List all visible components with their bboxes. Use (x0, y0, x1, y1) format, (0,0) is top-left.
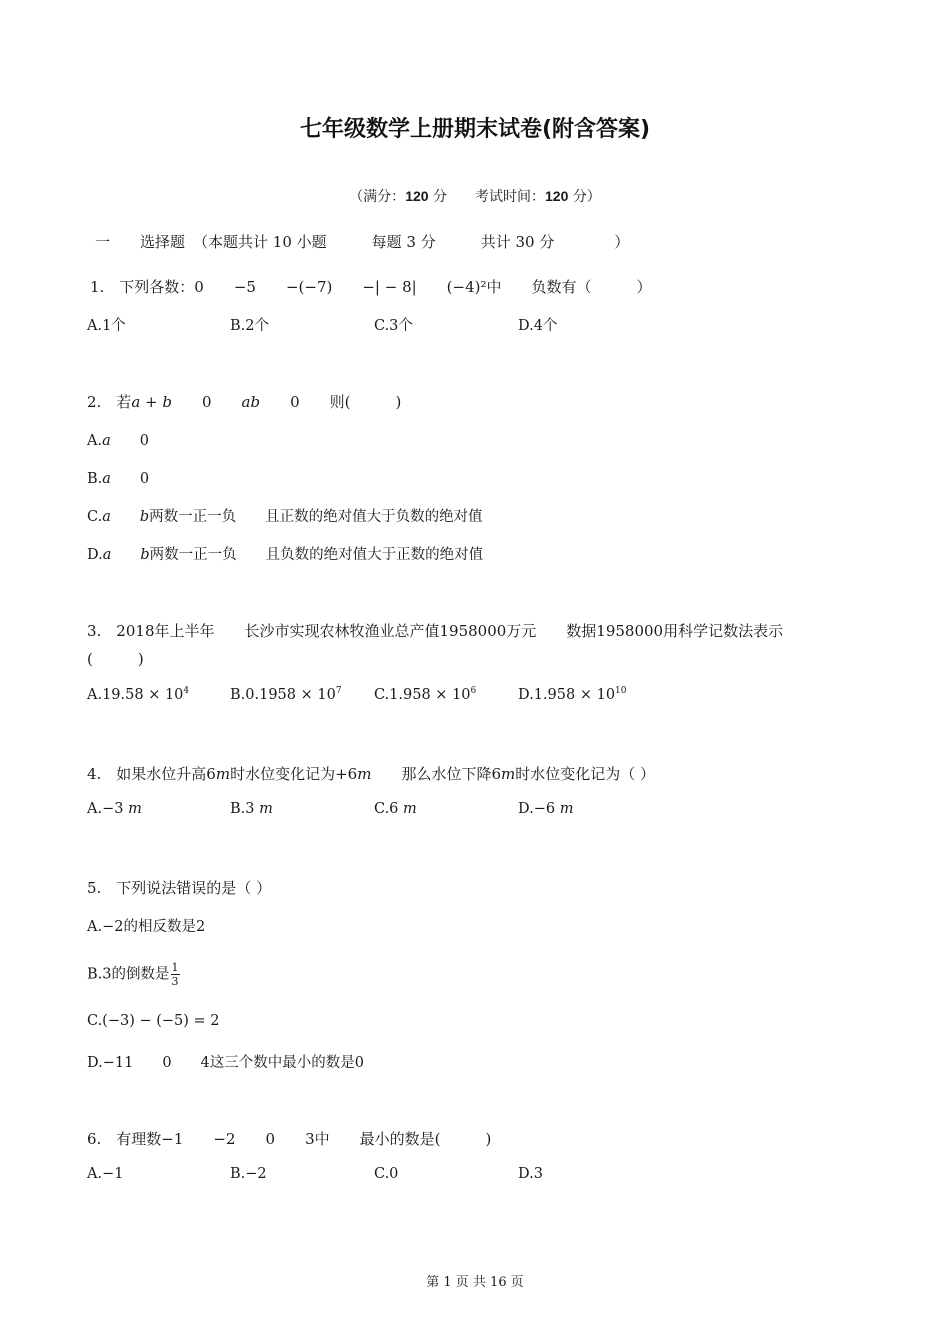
exponent: 6 (470, 686, 477, 696)
exam-info-prefix: （满分： (349, 189, 406, 205)
option-text: A.19.58 × 10 (87, 686, 184, 703)
q3-option-b (230, 686, 342, 703)
option-text: B.3 (230, 801, 255, 817)
q6-option-b: B.−2 (230, 1166, 267, 1182)
q5-option-d: D.−11 0 4这三个数中最小的数是0 (87, 1055, 364, 1071)
option-label: B. (87, 471, 103, 487)
q4-stem-part: 时水位变化记为+6 (230, 765, 358, 783)
q1-option-b: B.2个 (230, 318, 269, 334)
section-number: 一 (95, 233, 111, 251)
option-var: a (102, 547, 112, 563)
q4-stem-part: 时水位变化记为（ ） (515, 765, 656, 783)
q6-option-a: A.−1 (87, 1166, 124, 1182)
option-text: D.−6 (518, 801, 556, 817)
q4-option-b (230, 801, 273, 817)
option-text (111, 547, 140, 563)
option-unit: m (128, 801, 142, 817)
question-4-stem (87, 763, 655, 784)
exam-info-suffix: 分） (572, 189, 601, 205)
q4-stem-part: 那么水位下降6 (371, 765, 501, 783)
page-footer: 第 1 页 共 16 页 (426, 1275, 524, 1290)
option-unit: m (259, 801, 273, 817)
question-3-stem-cont: ( ) (87, 650, 144, 668)
q2-option-d (87, 543, 483, 564)
option-unit: m (559, 801, 574, 817)
option-text: B.0.1958 × 10 (230, 686, 336, 703)
exam-time: 120 (545, 188, 569, 204)
option-var: b (140, 547, 150, 563)
option-var: a (102, 509, 111, 525)
question-1-stem: 1. 下列各数：0 −5 −(−7) −| − 8| (−4)²中 负数有（ ） (90, 278, 652, 296)
fraction-denominator: 3 (171, 975, 179, 988)
q6-option-c: C.0 (374, 1166, 399, 1182)
option-label: A. (87, 433, 103, 449)
q2-option-b (87, 467, 149, 488)
section-info: （本题共计 10 小题 每题 3 分 共计 30 分 ） (193, 233, 630, 251)
q3-option-a (87, 686, 189, 703)
section-header (95, 231, 629, 252)
exam-info (0, 186, 950, 206)
q4-option-c (374, 801, 417, 817)
page-title: 七年级数学上册期末试卷(附含答案) (299, 117, 651, 142)
q2-stem-part: 0 则( ) (260, 393, 402, 411)
exam-info-mid: 分 考试时间： (433, 189, 545, 205)
q4-unit: m (501, 765, 516, 783)
option-text: A.−3 (87, 801, 124, 817)
q5-option-c: C.(−3) − (−5) = 2 (87, 1013, 220, 1029)
q6-option-d: D.3 (518, 1166, 543, 1182)
q4-stem-part: 4. 如果水位升高6 (87, 765, 216, 783)
q2-expr-product: ab (241, 393, 261, 411)
q1-option-c: C.3个 (374, 318, 413, 334)
q2-stem-part: 2. 若 (87, 393, 132, 411)
question-5-stem: 5. 下列说法错误的是（ ） (87, 879, 272, 897)
q4-unit: m (215, 765, 231, 783)
q4-option-d (518, 801, 573, 817)
q5-option-a: A.−2的相反数是2 (87, 919, 206, 935)
exponent: 7 (335, 686, 342, 696)
section-name: 选择题 (140, 233, 186, 251)
exponent: 10 (615, 686, 627, 696)
question-6-stem: 6. 有理数−1 −2 0 3中 最小的数是( ) (87, 1130, 492, 1148)
option-text: C.6 (374, 801, 399, 817)
option-text: D.1.958 × 10 (518, 686, 616, 703)
q4-unit: m (357, 765, 372, 783)
option-var: b (139, 509, 150, 525)
q2-stem-part: 0 (171, 393, 242, 411)
option-var: a (102, 471, 111, 487)
question-2-stem (87, 391, 401, 412)
q3-option-c (374, 686, 476, 703)
option-text: C.1.958 × 10 (374, 686, 471, 703)
option-unit: m (403, 801, 417, 817)
full-score: 120 (405, 188, 429, 204)
q2-expr-sum: a + b (131, 393, 172, 411)
option-text: 两数一正一负 且正数的绝对值大于负数的绝对值 (149, 509, 483, 525)
q4-option-a (87, 801, 142, 817)
option-var: a (102, 433, 111, 449)
exponent: 4 (183, 686, 190, 696)
fraction (171, 961, 180, 988)
option-label: D. (87, 547, 103, 563)
option-label: C. (87, 509, 103, 525)
option-text: 0 (110, 471, 150, 487)
option-text: 0 (110, 433, 149, 449)
option-text: B.3的倒数是 (87, 966, 170, 983)
q2-option-a (87, 429, 149, 450)
q5-option-b (87, 961, 180, 988)
question-3-stem: 3. 2018年上半年 长沙市实现农林牧渔业总产值1958000万元 数据1958000用科学记数法表示 (87, 622, 784, 640)
q1-option-a: A.1个 (87, 318, 126, 334)
option-text: 两数一正一负 且负数的绝对值大于正数的绝对值 (149, 547, 484, 563)
q2-option-c (87, 505, 483, 526)
option-text (111, 509, 140, 525)
q1-option-d: D.4个 (518, 318, 558, 334)
q3-option-d (518, 686, 627, 703)
fraction-numerator: 1 (171, 961, 179, 974)
